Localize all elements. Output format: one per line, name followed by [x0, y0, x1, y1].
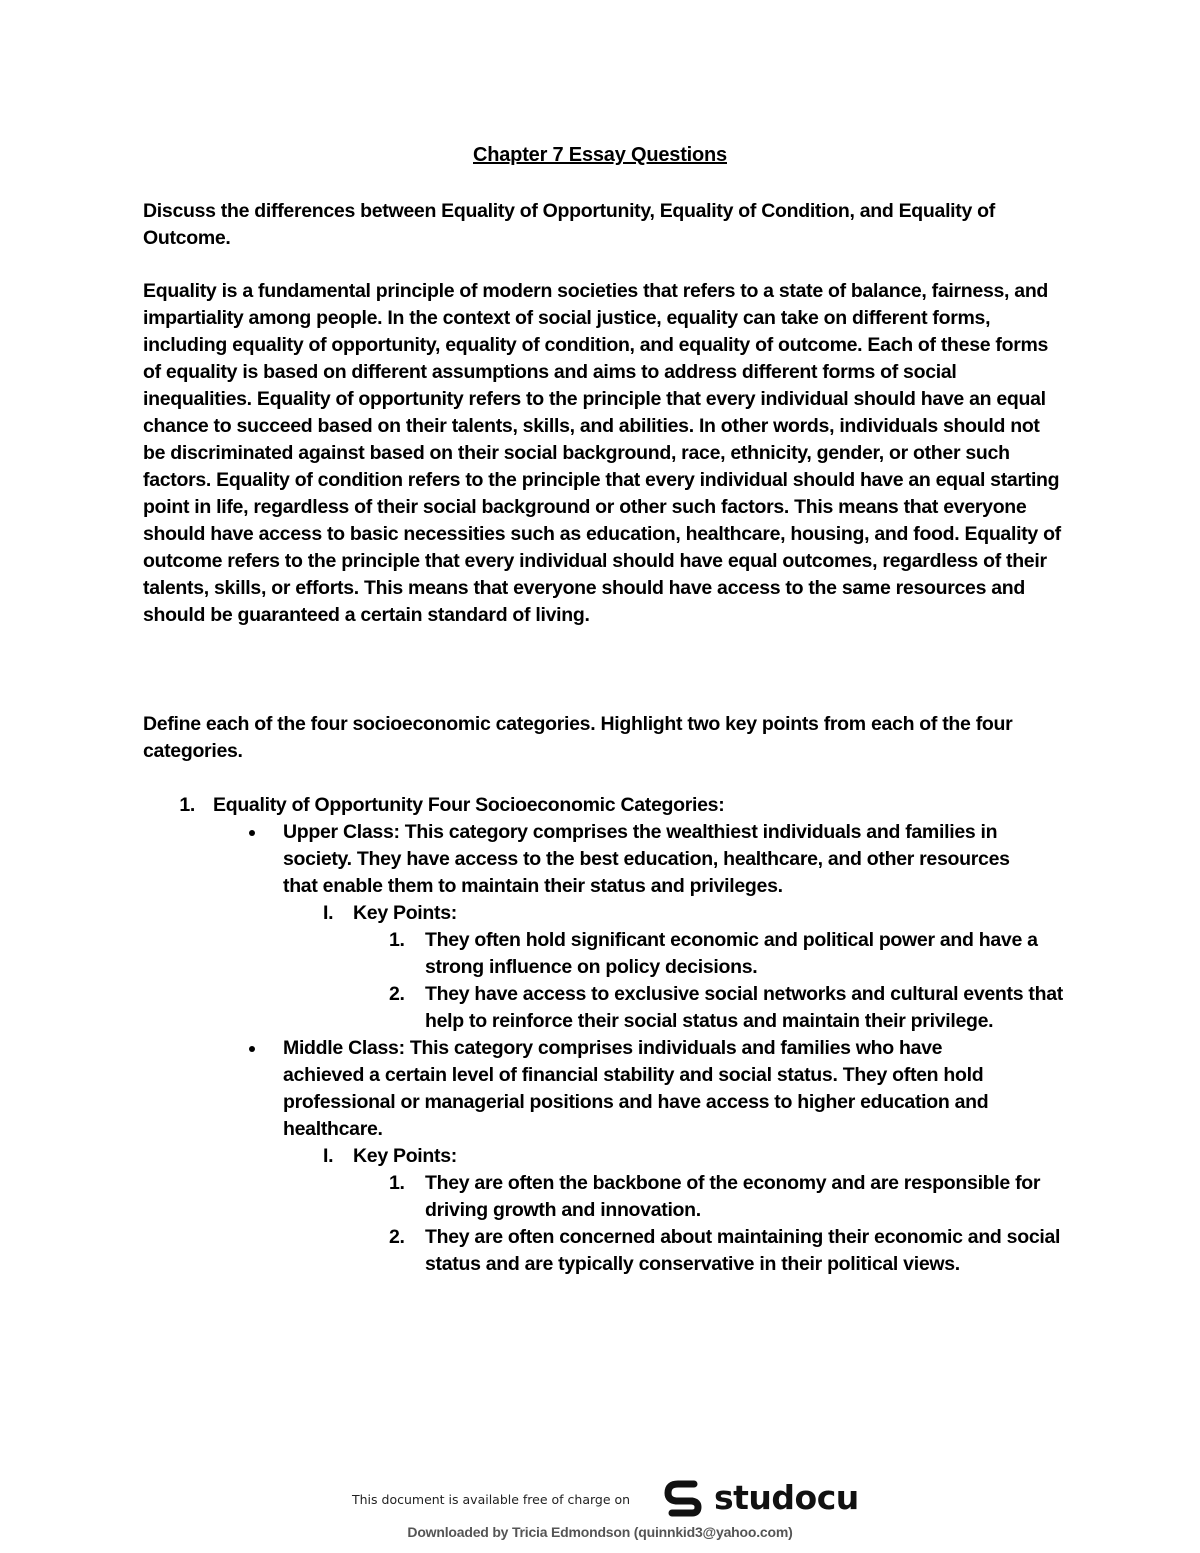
bullet-item-upper-class	[239, 819, 1063, 900]
footer-note: This document is available free of charge on	[352, 1492, 631, 1507]
key-point-number: 2.	[389, 1226, 405, 1248]
question-1: Discuss the differences between Equality of Opportunity, Equality of Condition, and Equality of Outcome.	[143, 200, 995, 249]
key-point-text: They are often concerned about maintaining their economic and social status and are typically conservative in their political views.	[425, 1226, 1061, 1275]
key-point-item	[389, 1224, 1063, 1278]
bullet-icon	[249, 830, 255, 836]
middle-class-text: Middle Class: This category comprises individuals and families who have achieved a certain level of financial stability and social status. They often hold professional or managerial positions and have access to higher education and healthcare.	[283, 1037, 989, 1140]
categories-list	[143, 792, 1063, 1278]
key-point-number: 1.	[389, 929, 405, 951]
upper-class-text: Upper Class: This category comprises the wealthiest individuals and families in society. They have access to the best education, healthcare, and other resources that enable them to maintain their status and privileges.	[283, 821, 1010, 897]
key-points-label: Key Points:	[353, 902, 457, 924]
key-points-label: Key Points:	[353, 1145, 457, 1167]
list-number: 1.	[179, 794, 195, 816]
key-points-upper	[323, 900, 1063, 927]
list-item	[143, 792, 1063, 819]
key-point-text: They often hold significant economic and political power and have a strong influence on policy decisions.	[425, 929, 1038, 978]
bullet-item-middle-class	[239, 1035, 1063, 1143]
key-point-item	[389, 981, 1063, 1035]
roman-numeral: I.	[323, 1145, 334, 1167]
key-point-text: They have access to exclusive social networks and cultural events that help to reinforce their social status and maintain their privilege.	[425, 983, 1063, 1032]
key-point-item	[389, 927, 1063, 981]
key-point-number: 2.	[389, 983, 405, 1005]
question-2: Define each of the four socioeconomic categories. Highlight two key points from each of the four categories.	[143, 713, 1013, 762]
key-point-text: They are often the backbone of the economy and are responsible for driving growth and innovation.	[425, 1172, 1041, 1221]
key-point-number: 1.	[389, 1172, 405, 1194]
page-title: Chapter 7 Essay Questions	[473, 144, 727, 166]
answer-1: Equality is a fundamental principle of modern societies that refers to a state of balance, fairness, and impartiality among people. In the context of social justice, equality can take on different forms, including equality of opportunity, equality of condition, and equality of outcome. Each of these forms of equality is based on different assumptions and aims to address different forms of social inequalities. Equality of opportunity refers to the principle that every individual should have an equal chance to succeed based on their talents, skills, and abilities. In other words, individuals should not be discriminated against based on their social background, race, ethnicity, gender, or other such factors. Equality of condition refers to the principle that every individual should have an equal starting point in life, regardless of their social background or other such factors. This means that everyone should have access to basic necessities such as education, healthcare, housing, and food. Equality of outcome refers to the principle that every individual should have equal outcomes, regardless of their talents, skills, or efforts. This means that everyone should have access to the same resources and should be guaranteed a certain standard of living.	[143, 280, 1061, 626]
list-heading: Equality of Opportunity Four Socioeconomic Categories:	[213, 794, 725, 816]
studocu-logo-icon[interactable]	[664, 1480, 706, 1520]
downloaded-by-note: Downloaded by Tricia Edmondson (quinnkid3@yahoo.com)	[407, 1524, 793, 1540]
key-point-item	[389, 1170, 1063, 1224]
studocu-brand[interactable]: studocu	[714, 1478, 859, 1517]
footer	[0, 1478, 1200, 1518]
key-points-middle	[323, 1143, 1063, 1170]
roman-numeral: I.	[323, 902, 334, 924]
bullet-icon	[249, 1046, 255, 1052]
